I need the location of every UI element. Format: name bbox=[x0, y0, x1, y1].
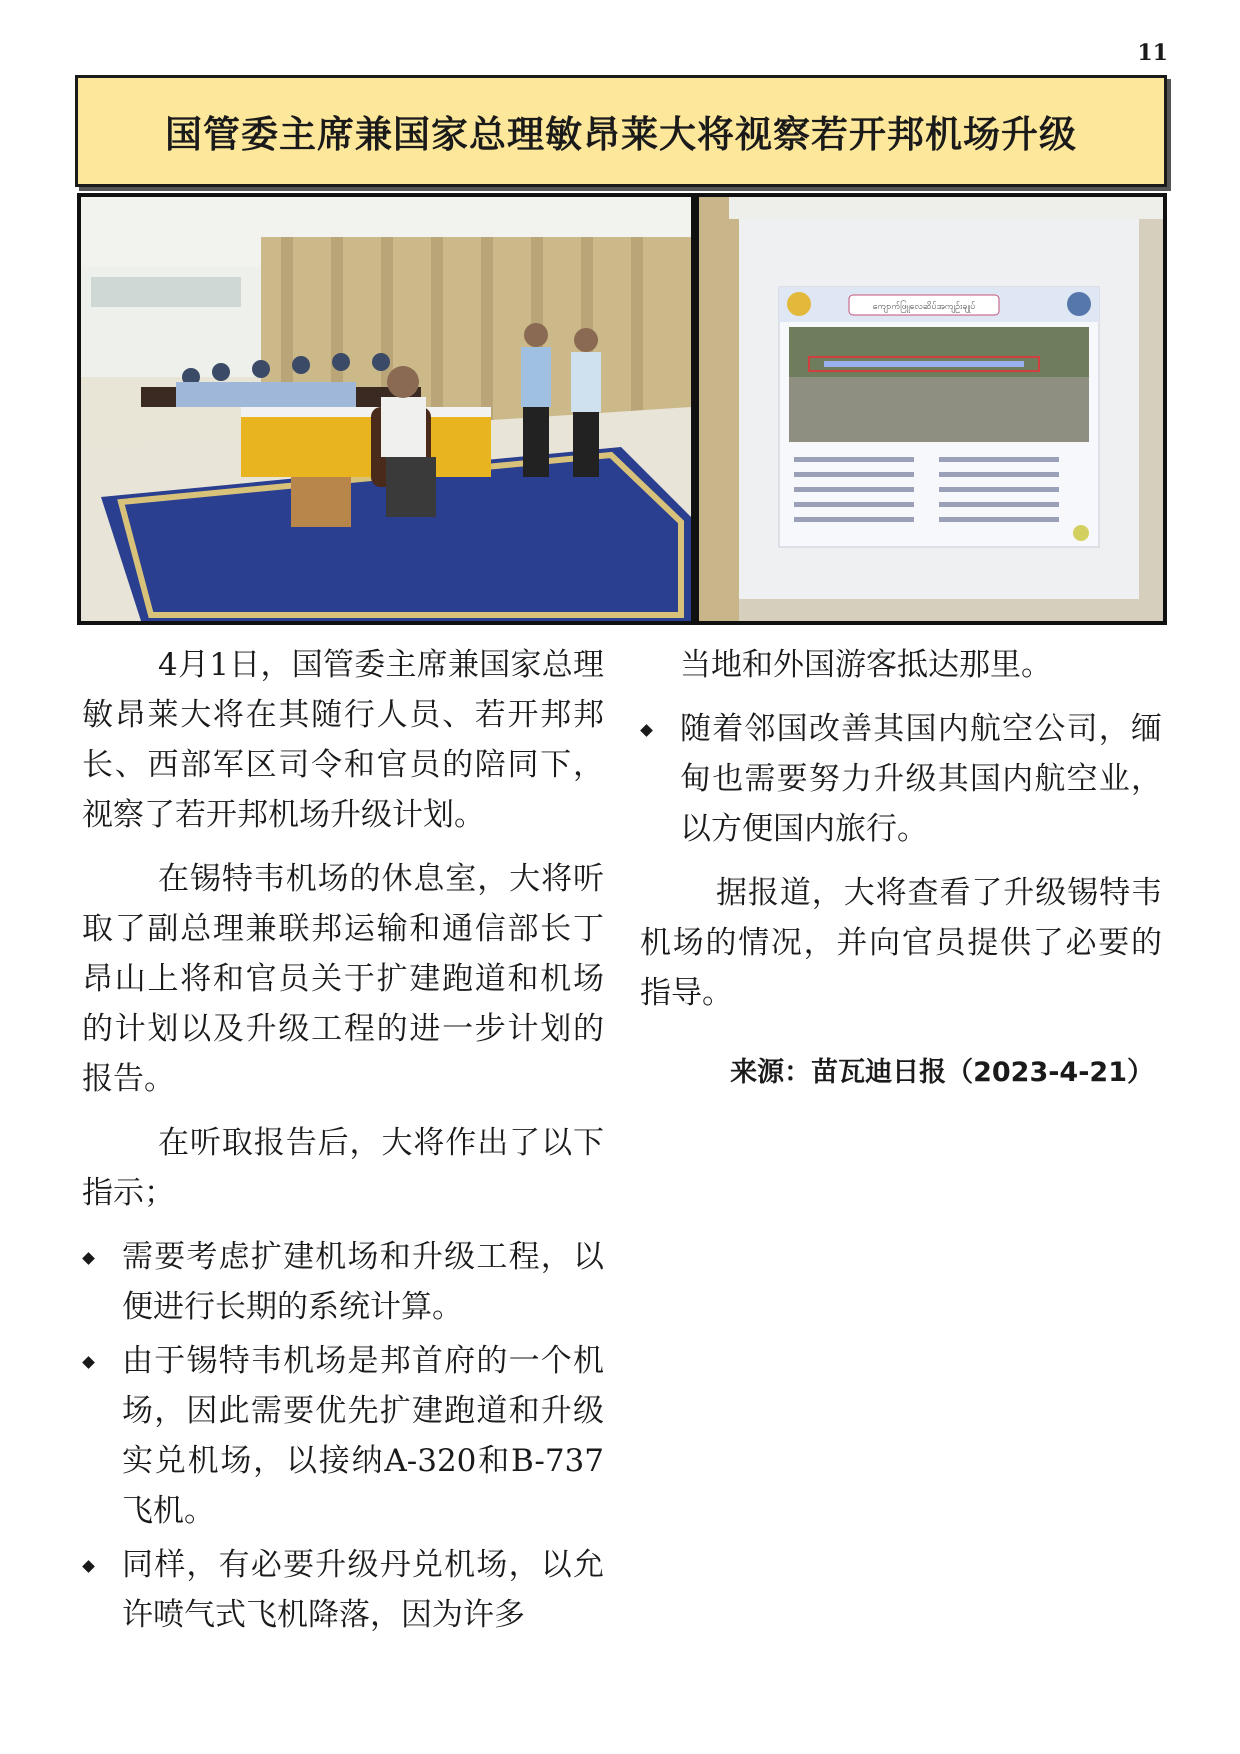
photo-frame bbox=[77, 193, 1167, 625]
paragraph-3: 在听取报告后，大将作出了以下指示； bbox=[82, 1125, 604, 1211]
page-number: 11 bbox=[1137, 40, 1168, 66]
bullet-continuation: 当地和外国游客抵达那里。 bbox=[680, 647, 1052, 683]
source-credit: 来源：苗瓦迪日报（2023-4-21） bbox=[730, 1057, 1154, 1088]
diamond-bullet-icon bbox=[82, 1560, 95, 1573]
title-box bbox=[75, 75, 1167, 187]
instructions-list bbox=[82, 1232, 604, 1640]
right-column bbox=[640, 640, 1162, 1098]
instructions-list-continued bbox=[640, 704, 1162, 854]
meeting-room-icon bbox=[81, 197, 691, 621]
article-title: 国管委主席兼国家总理敏昂莱大将视察若开邦机场升级 bbox=[165, 113, 1077, 156]
slide-title: ကျောက်ဖြူလေဆိပ်အကျဉ်းချုပ် bbox=[872, 302, 976, 312]
paragraph-4: 据报道，大将查看了升级锡特韦机场的情况，并向官员提供了必要的指导。 bbox=[640, 875, 1162, 1011]
projection-photo bbox=[699, 197, 1163, 621]
list-item: 需要考虑扩建机场和升级工程，以便进行长期的系统计算。 bbox=[82, 1232, 604, 1332]
diamond-bullet-icon bbox=[640, 724, 653, 737]
paragraph-2: 在锡特韦机场的休息室，大将听取了副总理兼联邦运输和通信部长丁昂山上将和官员关于扩建跑道和机场的计划以及升级工程的进一步计划的报告。 bbox=[82, 861, 604, 1097]
projection-screen-icon bbox=[699, 197, 1163, 621]
diamond-bullet-icon bbox=[82, 1356, 95, 1369]
paragraph-1: 4月1日，国管委主席兼国家总理敏昂莱大将在其随行人员、若开邦邦长、西部军区司令和官员的陪同下，视察了若开邦机场升级计划。 bbox=[82, 647, 604, 833]
diamond-bullet-icon bbox=[82, 1252, 95, 1265]
list-item: 由于锡特韦机场是邦首府的一个机场，因此需要优先扩建跑道和升级实兑机场，以接纳A-320和B-737飞机。 bbox=[82, 1336, 604, 1536]
list-item: 随着邻国改善其国内航空公司，缅甸也需要努力升级其国内航空业，以方便国内旅行。 bbox=[640, 704, 1162, 854]
list-item: 同样，有必要升级丹兑机场，以允许喷气式飞机降落，因为许多 bbox=[82, 1540, 604, 1640]
left-column bbox=[82, 640, 604, 1654]
meeting-photo bbox=[81, 197, 691, 621]
